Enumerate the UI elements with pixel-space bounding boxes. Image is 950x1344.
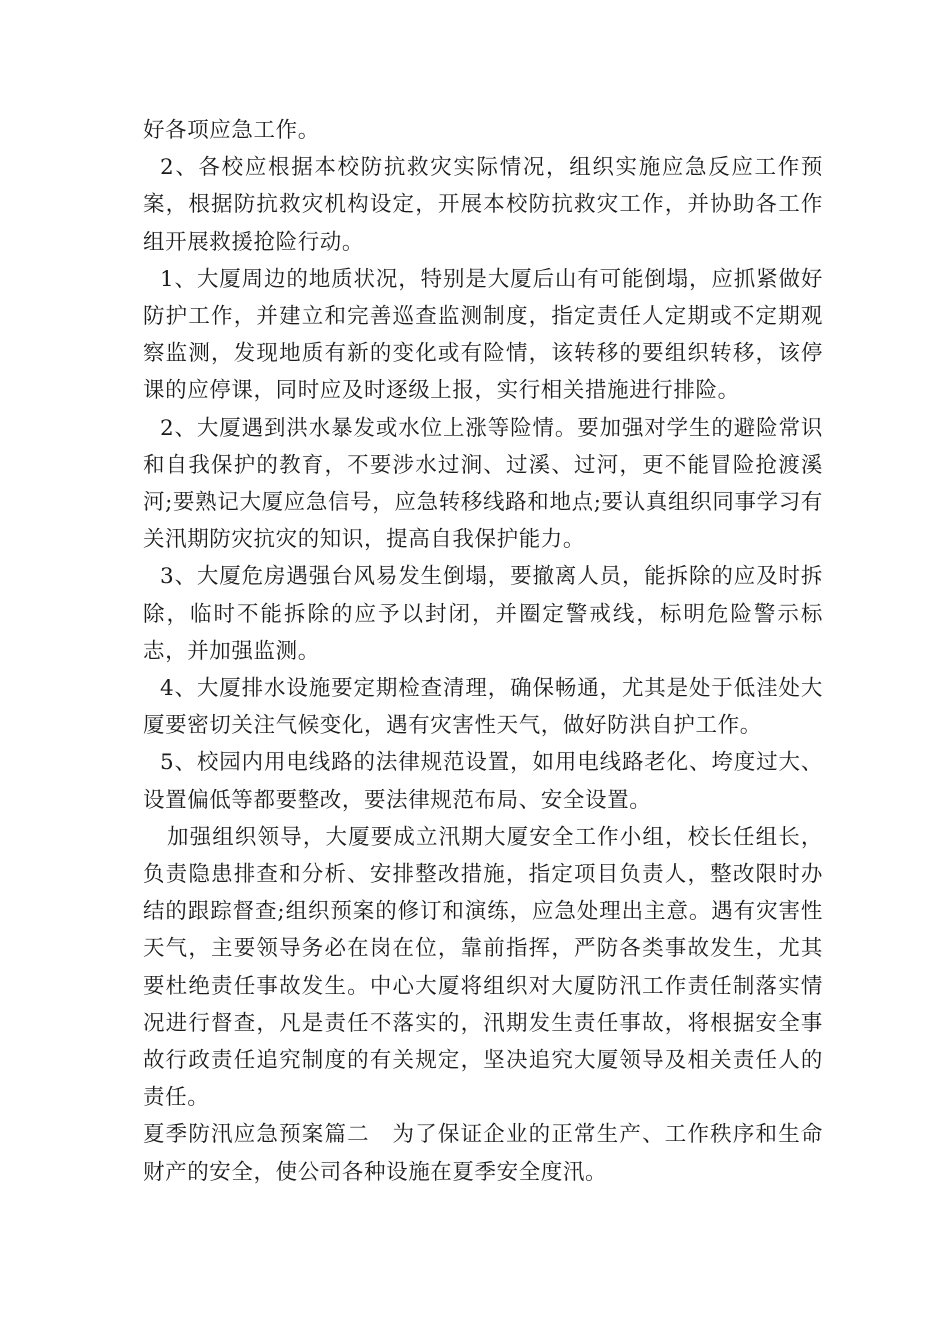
document-body — [143, 112, 823, 1191]
paragraph-continuation: 好各项应急工作。 — [143, 118, 320, 143]
paragraph-item-3-typhoon: 3、大厦危房遇强台风易发生倒塌，要撤离人员，能拆除的应及时拆除，临时不能拆除的应予以封闭，并圈定警戒线，标明危险警示标志，并加强监测。 — [143, 564, 823, 664]
paragraph-item-2-school: 2、各校应根据本校防抗救灾实际情况，组织实施应急反应工作预案，根据防抗救灾机构设定，开展本校防抗救灾工作，并协助各工作组开展救援抢险行动。 — [143, 155, 823, 255]
paragraph-item-5-wiring: 5、校园内用电线路的法律规范设置，如用电线路老化、垮度过大、设置偏低等都要整改，要法律规范布局、安全设置。 — [143, 750, 823, 813]
paragraph-item-4-drainage: 4、大厦排水设施要定期检查清理，确保畅通，尤其是处于低洼处大厦要密切关注气候变化，遇有灾害性天气，做好防洪自护工作。 — [143, 676, 823, 739]
paragraph-item-2-flood: 2、大厦遇到洪水暴发或水位上涨等险情。要加强对学生的避险常识和自我保护的教育，不要涉水过涧、过溪、过河，更不能冒险抢渡溪河;要熟记大厦应急信号，应急转移线路和地点;要认真组织同事学习有关汛期防灾抗灾的知识，提高自我保护能力。 — [143, 415, 823, 553]
paragraph-item-1-geology: 1、大厦周边的地质状况，特别是大厦后山有可能倒塌，应抓紧做好防护工作，并建立和完善巡查监测制度，指定责任人定期或不定期观察监测，发现地质有新的变化或有险情，该转移的要组织转移，该停课的应停课，同时应及时逐级上报，实行相关措施进行排险。 — [143, 266, 823, 404]
paragraph-leadership: 加强组织领导，大厦要成立汛期大厦安全工作小组，校长任组长，负责隐患排查和分析、安排整改措施，指定项目负责人，整改限时办结的跟踪督查;组织预案的修订和演练，应急处理出主意。遇有灾害性天气，主要领导务必在岗在位，靠前指挥，严防各类事故发生，尤其要杜绝责任事故发生。中心大厦将组织对大厦防汛工作责任制落实情况进行督查，凡是责任不落实的，汛期发生责任事故，将根据安全事故行政责任追究制度的有关规定，坚决追究大厦领导及相关责任人的责任。 — [143, 824, 823, 1111]
paragraph-part-two: 夏季防汛应急预案篇二 为了保证企业的正常生产、工作秩序和生命财产的安全，使公司各种设施在夏季安全度汛。 — [143, 1122, 823, 1185]
